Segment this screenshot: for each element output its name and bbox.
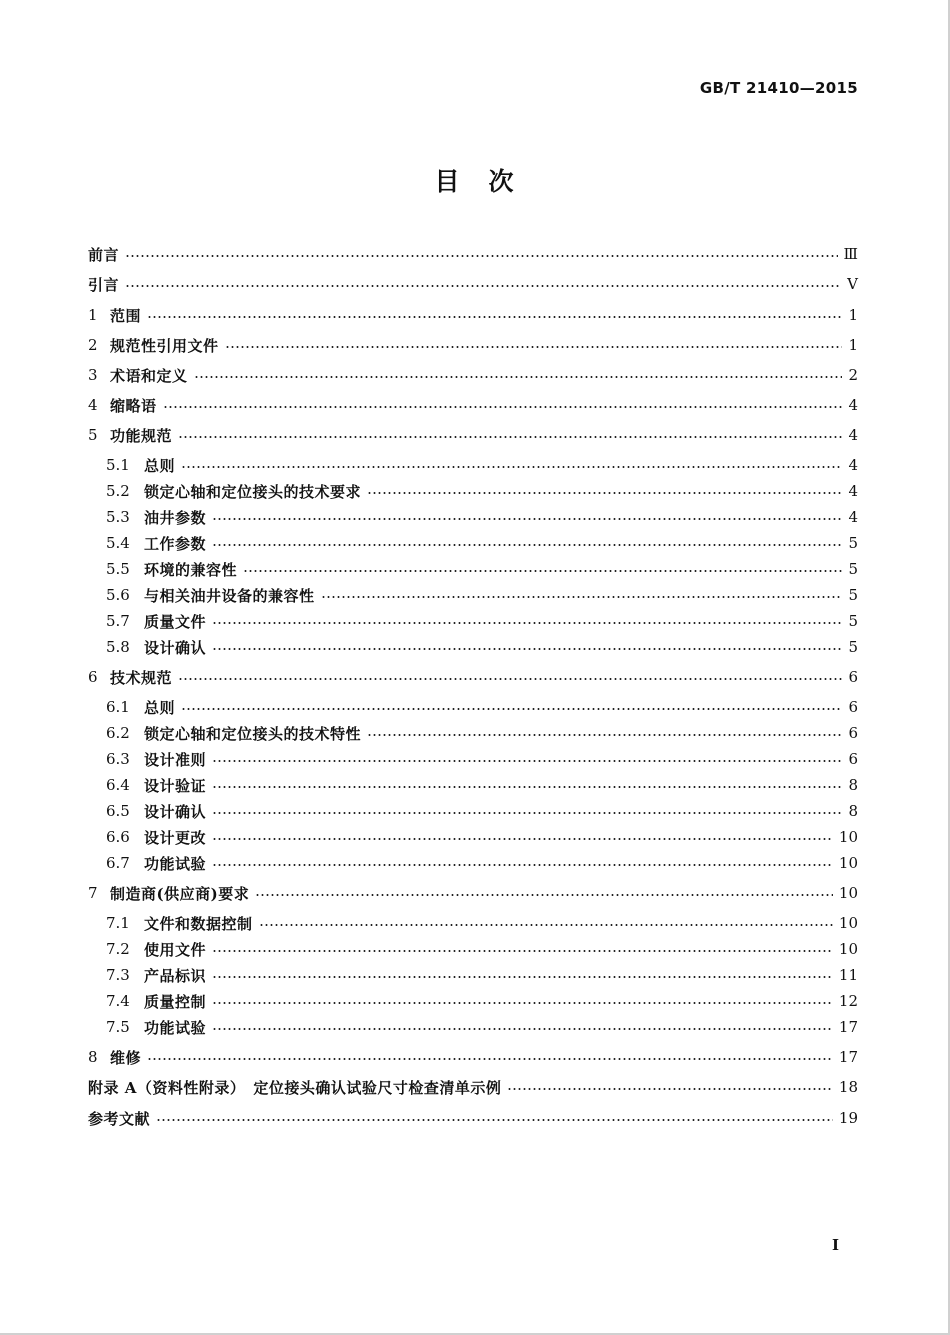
toc-entry-page: 5 [848,560,858,578]
toc-entry-number: 6.3 [106,750,130,768]
toc-entry[interactable] [106,938,858,960]
toc-entry-page: 6 [848,750,858,768]
toc-entry-number: 5.2 [106,482,130,500]
toc-entry[interactable] [88,364,858,386]
toc-dot-leader [212,1002,833,1004]
toc-entry-number: 6.6 [106,828,130,846]
toc-entry-label: 锁定心轴和定位接头的技术要求 [144,482,362,501]
toc-dot-leader [321,596,843,598]
toc-entry-page: 12 [838,992,858,1010]
toc-entry[interactable] [88,273,858,295]
toc-entry[interactable] [106,584,858,606]
toc-entry-number: 5.7 [106,612,130,630]
toc-entry-page: 1 [848,306,858,324]
toc-entry-label: 功能试验 [144,854,207,873]
toc-entry-label: 术语和定义 [110,366,188,385]
toc-dot-leader [212,838,833,840]
toc-entry-label: 附录 A（资料性附录） 定位接头确认试验尺寸检查清单示例 [88,1078,502,1097]
toc-entry-label: 锁定心轴和定位接头的技术特性 [144,724,362,743]
toc-entry-page: 4 [848,482,858,500]
toc-entry-label: 质量控制 [144,992,207,1011]
toc-entry-page: 10 [838,854,858,872]
toc-entry[interactable] [106,696,858,718]
toc-entry-page: 6 [848,698,858,716]
toc-entry-label: 质量文件 [144,612,207,631]
toc-entry-label: 维修 [110,1048,142,1067]
toc-entry[interactable] [88,1107,858,1129]
toc-entry-label: 设计更改 [144,828,207,847]
toc-entry-number: 8 [88,1048,98,1066]
toc-dot-leader [156,1119,833,1121]
toc-entry[interactable] [106,852,858,874]
toc-entry[interactable] [106,990,858,1012]
toc-dot-leader [212,976,833,978]
toc-dot-leader [212,544,842,546]
toc-entry-number: 5.4 [106,534,130,552]
toc-entry-page: 2 [848,366,858,384]
toc-entry-number: 6.7 [106,854,130,872]
toc-dot-leader [507,1088,833,1090]
toc-entry-page: Ⅴ [847,275,858,293]
toc-entry-page: 4 [848,508,858,526]
toc-dot-leader [212,518,842,520]
toc-dot-leader [178,678,842,680]
toc-dot-leader [125,255,838,257]
toc-entry-number: 7.2 [106,940,130,958]
toc-entry[interactable] [106,722,858,744]
toc-entry-number: 7.5 [106,1018,130,1036]
toc-entry-number: 6 [88,668,98,686]
toc-dot-leader [212,950,833,952]
toc-entry-page: 18 [838,1078,858,1096]
toc-entry-number: 4 [88,396,98,414]
toc-entry-page: 11 [838,966,858,984]
toc-entry-number: 3 [88,366,98,384]
toc-entry-label: 前言 [88,245,120,264]
toc-dot-leader [181,466,842,468]
toc-entry[interactable] [106,826,858,848]
toc-dot-leader [194,376,843,378]
toc-entry-number: 5 [88,426,98,444]
toc-dot-leader [163,406,843,408]
toc-entry-page: 6 [848,668,858,686]
toc-entry-page: 1 [848,336,858,354]
toc-entry-label: 制造商(供应商)要求 [110,884,250,903]
toc-entry-label: 与相关油井设备的兼容性 [144,586,315,605]
toc-entry-number: 1 [88,306,98,324]
toc-dot-leader [212,1028,833,1030]
toc-entry-page: 10 [838,914,858,932]
toc-dot-leader [212,812,842,814]
toc-dot-leader [212,760,842,762]
toc-entry-number: 5.1 [106,456,130,474]
toc-dot-leader [259,924,833,926]
toc-dot-leader [367,492,842,494]
toc-entry[interactable] [106,964,858,986]
document-code: GB/T 21410—2015 [699,79,858,97]
toc-entry-number: 6.5 [106,802,130,820]
toc-entry-label: 文件和数据控制 [144,914,253,933]
toc-entry-label: 设计确认 [144,802,207,821]
toc-entry-label: 范围 [110,306,142,325]
toc-entry-label: 产品标识 [144,966,207,985]
toc-entry[interactable] [106,636,858,658]
toc-dot-leader [243,570,842,572]
toc-entry[interactable] [88,334,858,356]
toc-entry-page: 10 [838,940,858,958]
toc-entry[interactable] [88,304,858,326]
toc-entry[interactable] [88,882,858,904]
toc-entry-page: 5 [848,612,858,630]
toc-entry-page: 17 [838,1048,858,1066]
toc-entry-label: 规范性引用文件 [110,336,219,355]
page-number: Ⅰ [831,1236,839,1254]
toc-entry-label: 工作参数 [144,534,207,553]
toc-entry[interactable] [88,424,858,446]
page-title: 目 次 [434,167,516,196]
toc-entry-number: 7.1 [106,914,130,932]
toc-entry-number: 6.4 [106,776,130,794]
toc-entry-label: 功能规范 [110,426,173,445]
toc-entry-page: Ⅲ [843,245,858,263]
toc-entry[interactable] [106,454,858,476]
toc-dot-leader [212,648,842,650]
toc-dot-leader [367,734,842,736]
toc-dot-leader [181,708,842,710]
toc-entry-page: 6 [848,724,858,742]
toc-entry-page: 4 [848,426,858,444]
toc-entry[interactable] [106,748,858,770]
toc-entry[interactable] [106,480,858,502]
toc-entry[interactable] [106,800,858,822]
toc-entry-label: 缩略语 [110,396,157,415]
toc-dot-leader [125,285,841,287]
toc-entry-page: 4 [848,456,858,474]
toc-entry-label: 总则 [144,456,176,475]
toc-entry[interactable] [106,1016,858,1038]
toc-entry-page: 17 [838,1018,858,1036]
toc-entry-label: 功能试验 [144,1018,207,1037]
toc-entry[interactable] [106,610,858,632]
toc-entry-page: 8 [848,802,858,820]
toc-entry-label: 环境的兼容性 [144,560,238,579]
toc-dot-leader [212,786,842,788]
toc-dot-leader [212,864,833,866]
toc-entry[interactable] [88,666,858,688]
toc-entry[interactable] [88,1046,858,1068]
toc-entry-label: 设计确认 [144,638,207,657]
toc-entry-page: 5 [848,638,858,656]
toc-entry[interactable] [88,243,858,265]
toc-entry-page: 8 [848,776,858,794]
toc-entry-label: 参考文献 [88,1109,151,1128]
toc-entry-page: 5 [848,534,858,552]
toc-entry-label: 设计验证 [144,776,207,795]
toc-entry[interactable] [106,506,858,528]
toc-entry-number: 7 [88,884,98,902]
toc-entry-number: 5.8 [106,638,130,656]
toc-dot-leader [255,894,833,896]
toc-entry-number: 5.6 [106,586,130,604]
toc-entry-number: 6.1 [106,698,130,716]
toc-entry-page: 10 [838,884,858,902]
toc-entry[interactable] [106,912,858,934]
toc-entry[interactable] [106,774,858,796]
toc-entry-page: 19 [838,1109,858,1127]
toc-entry-label: 总则 [144,698,176,717]
toc-entry-number: 7.3 [106,966,130,984]
toc-entry-label: 设计准则 [144,750,207,769]
toc-entry[interactable] [88,394,858,416]
toc-dot-leader [225,346,843,348]
toc-dot-leader [147,316,842,318]
toc-entry-page: 5 [848,586,858,604]
toc-entry-page: 10 [838,828,858,846]
toc-entry-number: 2 [88,336,98,354]
toc-entry-page: 4 [848,396,858,414]
toc-entry[interactable] [88,1076,858,1098]
toc-entry[interactable] [106,532,858,554]
toc-entry-number: 6.2 [106,724,130,742]
toc-entry-label: 技术规范 [110,668,173,687]
toc-entry-label: 使用文件 [144,940,207,959]
toc-entry-number: 7.4 [106,992,130,1010]
toc-entry-label: 引言 [88,275,120,294]
toc-dot-leader [212,622,842,624]
toc-entry-label: 油井参数 [144,508,207,527]
toc-dot-leader [178,436,842,438]
toc-dot-leader [147,1058,833,1060]
toc-entry-number: 5.3 [106,508,130,526]
toc-entry-number: 5.5 [106,560,130,578]
toc-entry[interactable] [106,558,858,580]
